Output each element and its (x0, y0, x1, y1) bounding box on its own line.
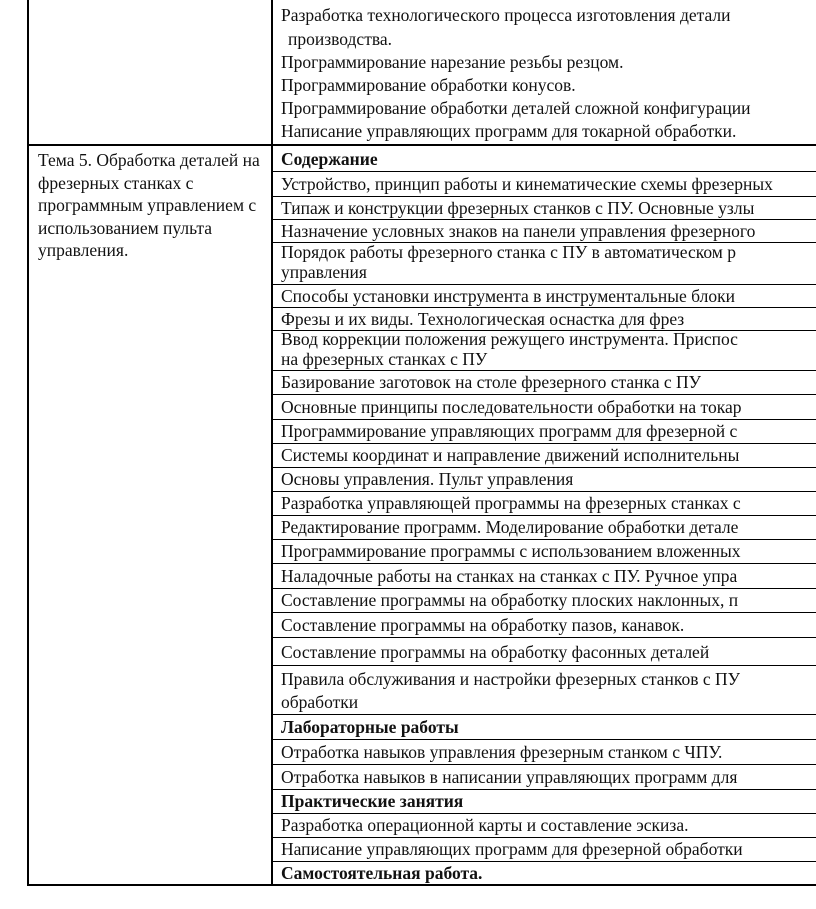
content-row: Устройство, принцип работы и кинематические схемы фрезерных (281, 174, 773, 194)
content-row: Основы управления. Пульт управления (281, 469, 574, 489)
row-separator (271, 515, 816, 516)
row-separator (271, 563, 816, 564)
top-row-text: Программирование обработки деталей сложной конфигурации (281, 98, 751, 118)
content-row: Редактирование программ. Моделирование обработки детале (281, 517, 739, 537)
row-separator (271, 443, 816, 444)
row-separator (271, 196, 816, 197)
content-row: Системы координат и направление движений исполнительны (281, 445, 740, 465)
row-separator (271, 837, 816, 838)
section-heading: Самостоятельная работа. (281, 863, 483, 883)
row-separator (271, 637, 816, 638)
row-separator (271, 665, 816, 666)
row-separator (271, 219, 816, 220)
content-row: Написание управляющих программ для фрезерной обработки (281, 839, 743, 859)
row-separator (271, 789, 816, 790)
topic-title: Тема 5. Обработка деталей на фрезерных станках с программным управлением с использованием пульта управления. (38, 150, 260, 260)
content-row: Назначение условных знаков на панели управления фрезерного (281, 221, 756, 241)
content-row: Составление программы на обработку пазов, канавок. (281, 615, 685, 635)
content-row: Наладочные работы на станках на станках с ПУ. Ручное упра (281, 566, 738, 586)
row-separator (271, 588, 816, 589)
content-row: Типаж и конструкции фрезерных станков с ПУ. Основные узлы (281, 198, 755, 218)
row-separator (271, 394, 816, 395)
top-row-text: Написание управляющих программ для токарной обработки. (281, 121, 737, 141)
top-row-text: Программирование нарезание резьбы резцом. (281, 52, 624, 72)
table-left-border (27, 0, 29, 886)
row-separator (271, 284, 816, 285)
content-row: Программирование управляющих программ для фрезерной с (281, 421, 738, 441)
content-row: Составление программы на обработку фасонных деталей (281, 642, 710, 662)
content-row: обработки (281, 692, 359, 712)
top-row-text: Программирование обработки конусов. (281, 75, 576, 95)
content-row: Программирование программы с использованием вложенных (281, 541, 741, 561)
row-separator (271, 739, 816, 740)
row-separator (271, 171, 816, 172)
content-row: Составление программы на обработку плоских наклонных, п (281, 590, 739, 610)
content-row: Разработка управляющей программы на фрезерных станках с (281, 493, 741, 513)
row-separator (271, 539, 816, 540)
content-row: Фрезы и их виды. Технологическая оснастка для фрез (281, 309, 685, 329)
content-row: Отработка навыков в написании управляющих программ для (281, 767, 738, 787)
row-separator (271, 370, 816, 371)
row-separator (271, 307, 816, 308)
content-row: Основные принципы последовательности обработки на токар (281, 397, 742, 417)
content-row: на фрезерных станках с ПУ (281, 349, 488, 369)
content-row: Порядок работы фрезерного станка с ПУ в автоматическом р (281, 242, 736, 262)
content-row: Базирование заготовок на столе фрезерного станка с ПУ (281, 372, 702, 392)
content-row: Ввод коррекции положения режущего инструмента. Приспос (281, 329, 738, 349)
row-separator (271, 813, 816, 814)
section-heading: Лабораторные работы (281, 717, 459, 737)
top-row-text: производства. (288, 29, 393, 49)
row-separator (27, 144, 816, 146)
section-heading: Практические занятия (281, 791, 464, 811)
content-row: Способы установки инструмента в инструментальные блоки (281, 286, 735, 306)
row-separator (271, 861, 816, 862)
row-separator (271, 764, 816, 765)
section-heading: Содержание (281, 149, 378, 169)
content-row: Правила обслуживания и настройки фрезерных станков с ПУ (281, 669, 741, 689)
table-bottom-border (27, 884, 816, 886)
row-separator (271, 419, 816, 420)
row-separator (271, 491, 816, 492)
top-row-text: Разработка технологического процесса изготовления детали (281, 5, 731, 25)
content-row: управления (281, 262, 367, 282)
row-separator (271, 467, 816, 468)
row-separator (271, 612, 816, 613)
content-row: Разработка операционной карты и составление эскиза. (281, 815, 689, 835)
content-row: Отработка навыков управления фрезерным станком с ЧПУ. (281, 742, 723, 762)
row-separator (271, 714, 816, 715)
